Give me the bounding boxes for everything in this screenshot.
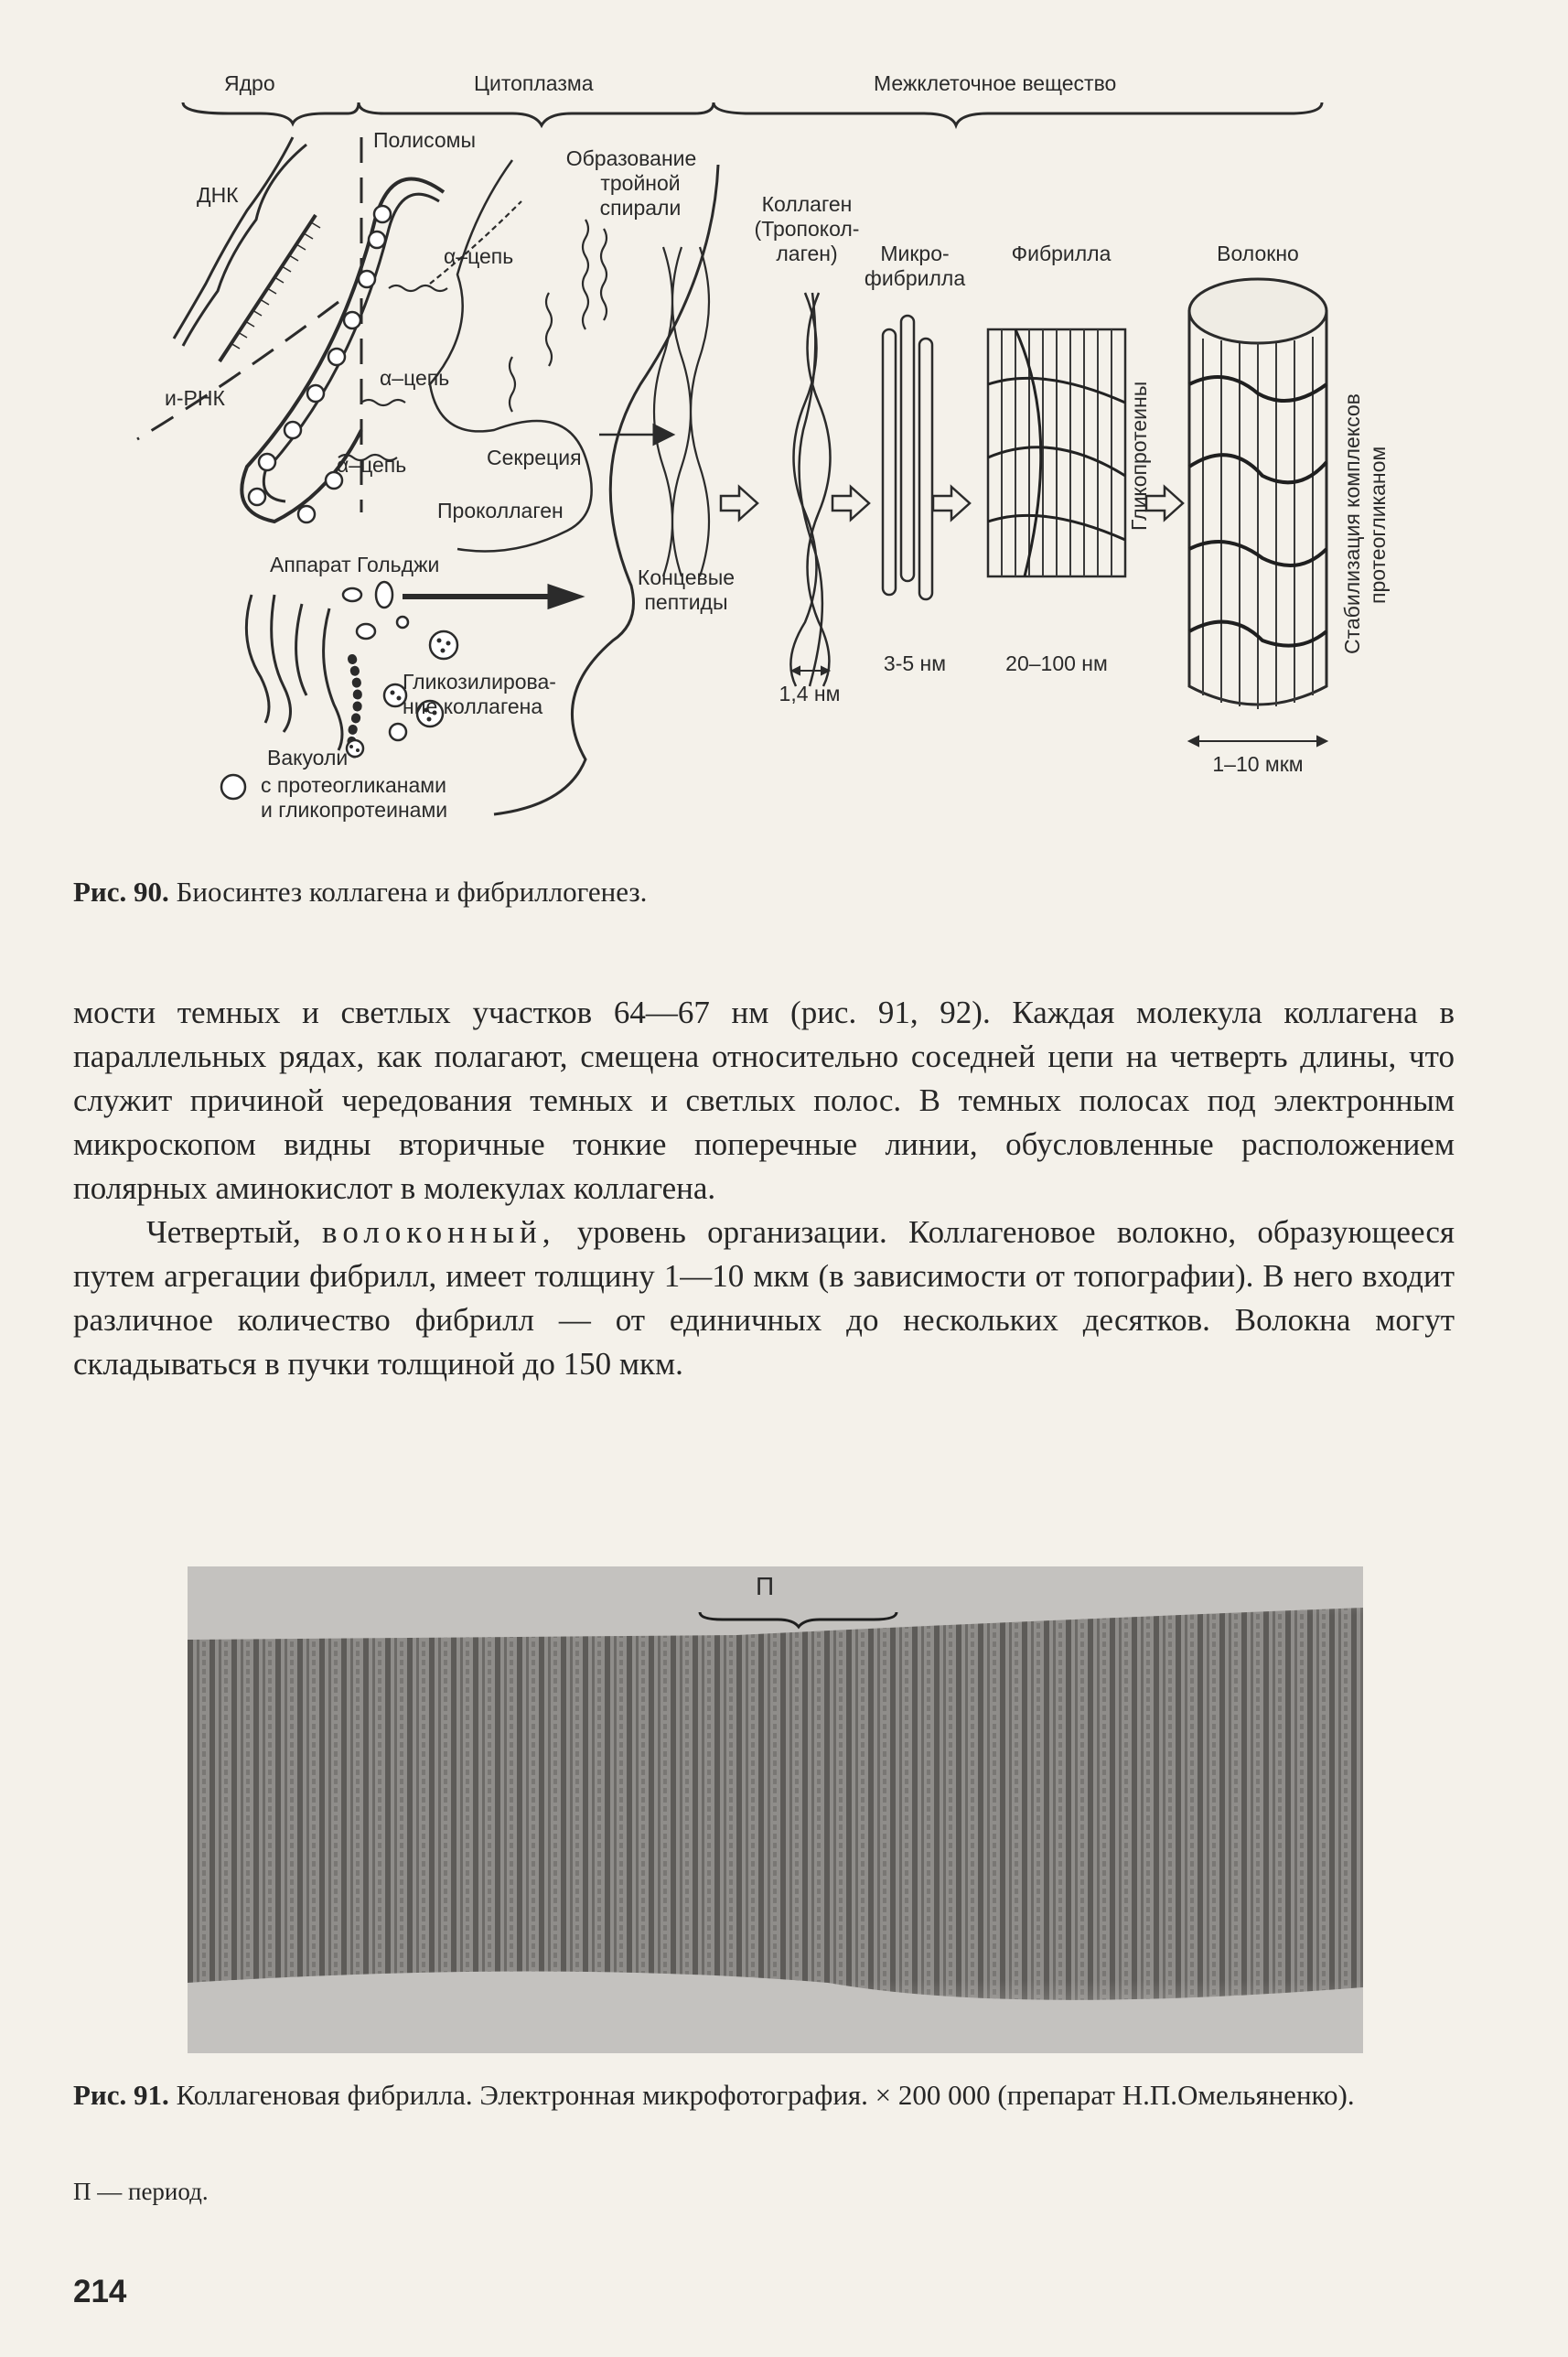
dimension-collagen: 1,4 нм: [779, 682, 841, 705]
dna-strand-b: [183, 145, 306, 346]
triple-helix-strands: [510, 220, 607, 412]
label-triple-helix-line2: тройной: [600, 171, 681, 195]
label-glycosylation-line1: Гликозилирова-: [403, 670, 556, 694]
secretion-helices: [654, 247, 709, 576]
region-cytoplasm: Цитоплазма: [474, 71, 594, 95]
label-procollagen: Проколлаген: [437, 499, 564, 522]
nuclear-membrane-lower: [137, 302, 338, 439]
label-stabilization-line1: Стабилизация комплексов: [1340, 393, 1364, 654]
label-collagen-line2: (Тропокол-: [754, 217, 860, 241]
alpha-chain-wave-3: [361, 400, 405, 405]
dimension-fibril: 20–100 нм: [1005, 651, 1108, 675]
alpha-chain-wave-2: [430, 201, 521, 284]
label-terminal-peptides-line1: Концевые: [637, 565, 736, 589]
fiber-cylinder: [1189, 279, 1326, 709]
figure-91-legend: П — период.: [73, 2178, 209, 2205]
region-extracellular: Межклеточное вещество: [874, 71, 1117, 95]
label-alpha-chain-2: α–цепь: [380, 366, 450, 390]
figure-91-caption-text: Коллагеновая фибрилла. Электронная микрофотография. × 200 000 (препарат Н.П.Омельяненко).: [176, 2079, 1355, 2111]
figure-91-caption: [73, 2077, 1464, 2114]
body-paragraph-2-start: Четвертый,: [146, 1213, 301, 1250]
figure-91-caption-label: Рис. 91.: [73, 2079, 169, 2111]
golgi-arrowhead: [549, 586, 581, 608]
region-nucleus: Ядро: [224, 71, 275, 95]
tropocollagen-helix: [790, 293, 830, 686]
label-glycoproteins: Гликопротеины: [1127, 381, 1151, 531]
body-paragraph-1: мости темных и светлых участков 64—67 нм (рис. 91, 92). Каждая молекула коллагена в параллельных рядах, как полагают, смещена относительно соседней цепи на четверть длины, что служит причиной чередования темных и светлых полос. В темных полосах под электронным микроскопом видны вторичные тонкие поперечные линии, обусловленные расположением полярных аминокислот в молекулах коллагена.: [73, 995, 1455, 1206]
fibril-bundle: [988, 329, 1125, 576]
collagen-fibril-micrograph: [188, 1566, 1363, 2053]
label-triple-helix-line1: Образование: [565, 146, 697, 170]
figure-90-caption-label: Рис. 90.: [73, 876, 169, 908]
label-vacuoles-line2: с протеогликанами: [261, 773, 446, 797]
label-fibril: Фибрилла: [1011, 242, 1112, 265]
label-glycosylation-line2: ние коллагена: [403, 694, 543, 718]
mrna-comb: [231, 222, 320, 349]
label-vacuoles-line3: и гликопротеинами: [261, 798, 448, 822]
label-stabilization-line2: протеогликаном: [1366, 446, 1390, 604]
dimension-microfibril: 3-5 нм: [883, 651, 947, 675]
golgi-apparatus: [246, 595, 342, 750]
body-paragraph-2-rest: уровень организации. Коллагеновое волокно, образующееся путем агрегации фибрилл, имеет толщину 1—10 мкм (в зависимости от топографии). В него входит различное количество фибрилл — от единичных до нескольких десятков. Волокна могут складываться в пучки толщиной до 150 мкм.: [73, 1213, 1455, 1382]
figure-90: [0, 0, 1568, 851]
label-alpha-chain-1: α–цепь: [444, 244, 514, 268]
microfibril-tubes: [883, 316, 932, 599]
label-vacuoles-line1: Вакуоли: [267, 746, 349, 770]
nucleus-brace: [183, 102, 359, 124]
label-triple-helix-line3: спирали: [599, 196, 682, 220]
label-polysomes: Полисомы: [373, 128, 476, 152]
alpha-chain-wave-1: [389, 285, 447, 291]
dimension-fiber: 1–10 мкм: [1212, 752, 1304, 776]
period-mark-label: П: [756, 1572, 775, 1600]
label-microfibril-line2: фибрилла: [864, 266, 966, 290]
label-microfibril-line1: Микро-: [880, 242, 950, 265]
label-secretion: Секреция: [487, 446, 582, 469]
label-terminal-peptides-line2: пептиды: [644, 590, 728, 614]
extracellular-brace: [714, 102, 1322, 125]
body-text: [73, 991, 1455, 1385]
label-mrna: и-РНК: [165, 386, 225, 410]
collagen-biosynthesis-diagram: [0, 0, 1568, 851]
label-collagen-line1: Коллаген: [761, 192, 853, 216]
cytoplasm-brace: [359, 102, 714, 125]
body-paragraph-2-spaced-term: волоконный,: [322, 1213, 556, 1250]
dna-strand-a: [174, 137, 293, 339]
body-paragraph-2: [73, 1211, 1455, 1386]
label-dna: ДНК: [197, 183, 239, 207]
figure-90-caption-text: Биосинтез коллагена и фибриллогенез.: [176, 876, 648, 908]
label-fiber: Волокно: [1217, 242, 1299, 265]
secretion-arrowhead: [654, 425, 672, 444]
label-alpha-chain-3: α–цепь: [337, 453, 407, 477]
figure-90-caption: [73, 874, 647, 910]
micrograph-image: [188, 1566, 1363, 2053]
label-golgi: Аппарат Гольджи: [270, 553, 440, 576]
page-number: 214: [73, 2274, 127, 2309]
label-collagen-line3: лаген): [776, 242, 838, 265]
